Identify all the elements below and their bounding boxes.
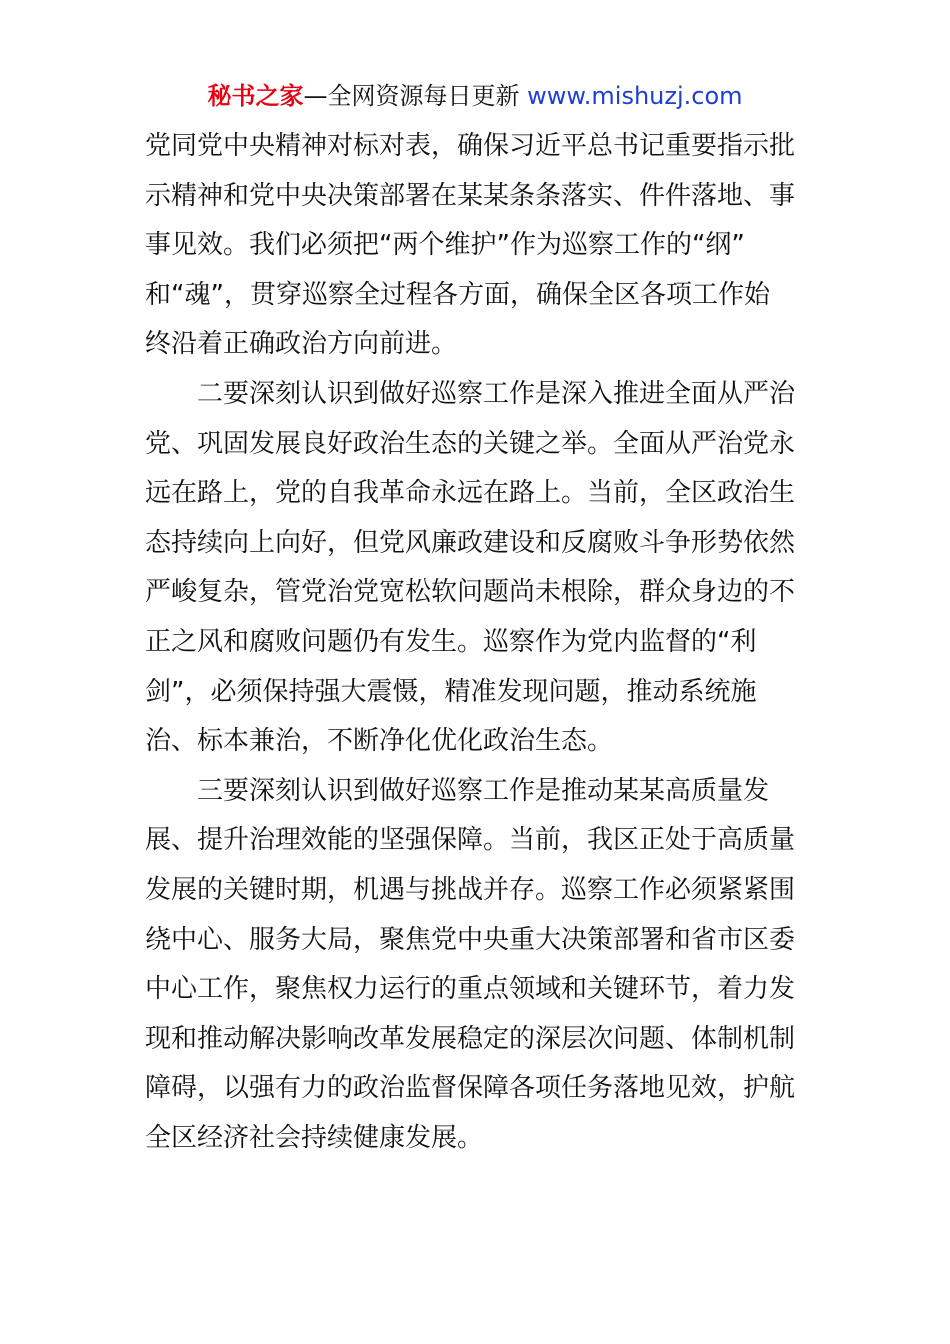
body-line: 态持续向上向好，但党风廉政建设和反腐败斗争形势依然 — [145, 527, 796, 558]
body-line: 远在路上，党的自我革命永远在路上。当前，全区政治生 — [145, 478, 796, 509]
header-tagline: —全网资源每日更新 — [303, 82, 520, 110]
body-line: 中心工作，聚焦权力运行的重点领域和关键环节，着力发 — [145, 974, 796, 1005]
paragraph-3-first-line: 三要深刻认识到做好巡察工作是推动某某高质量发 — [197, 775, 770, 806]
site-header — [0, 80, 950, 112]
document-body — [145, 122, 805, 1163]
body-line: 全区经济社会持续健康发展。 — [145, 1122, 484, 1153]
site-url[interactable]: www.mishuzj.com — [527, 82, 743, 110]
body-line: 示精神和党中央决策部署在某某条条落实、件件落地、事 — [145, 180, 796, 211]
body-line: 现和推动解决影响改革发展稳定的深层次问题、体制机制 — [145, 1023, 796, 1054]
body-line: 正之风和腐败问题仍有发生。巡察作为党内监督的“利 — [145, 626, 757, 657]
body-line: 和“魂”，贯穿巡察全过程各方面，确保全区各项工作始 — [145, 279, 770, 310]
body-line: 展、提升治理效能的坚强保障。当前，我区正处于高质量 — [145, 825, 796, 856]
brand-name: 秘书之家 — [207, 82, 304, 110]
body-line: 党、巩固发展良好政治生态的关键之举。全面从严治党永 — [145, 428, 796, 459]
body-line: 剑”，必须保持强大震慑，精准发现问题，推动系统施 — [145, 676, 757, 707]
body-line: 障碍，以强有力的政治监督保障各项任务落地见效，护航 — [145, 1073, 796, 1104]
body-line: 终沿着正确政治方向前进。 — [145, 329, 458, 360]
body-line: 党同党中央精神对标对表，确保习近平总书记重要指示批 — [145, 131, 796, 161]
body-line: 治、标本兼治，不断净化优化政治生态。 — [145, 726, 614, 757]
body-line: 事见效。我们必须把“两个维护”作为巡察工作的“纲” — [145, 230, 745, 261]
body-line: 发展的关键时期，机遇与挑战并存。巡察工作必须紧紧围 — [145, 874, 796, 905]
paragraph-2-first-line: 二要深刻认识到做好巡察工作是深入推进全面从严治 — [197, 378, 796, 409]
body-line: 严峻复杂，管党治党宽松软问题尚未根除，群众身边的不 — [145, 577, 796, 608]
body-line: 绕中心、服务大局，聚焦党中央重大决策部署和省市区委 — [145, 924, 796, 955]
